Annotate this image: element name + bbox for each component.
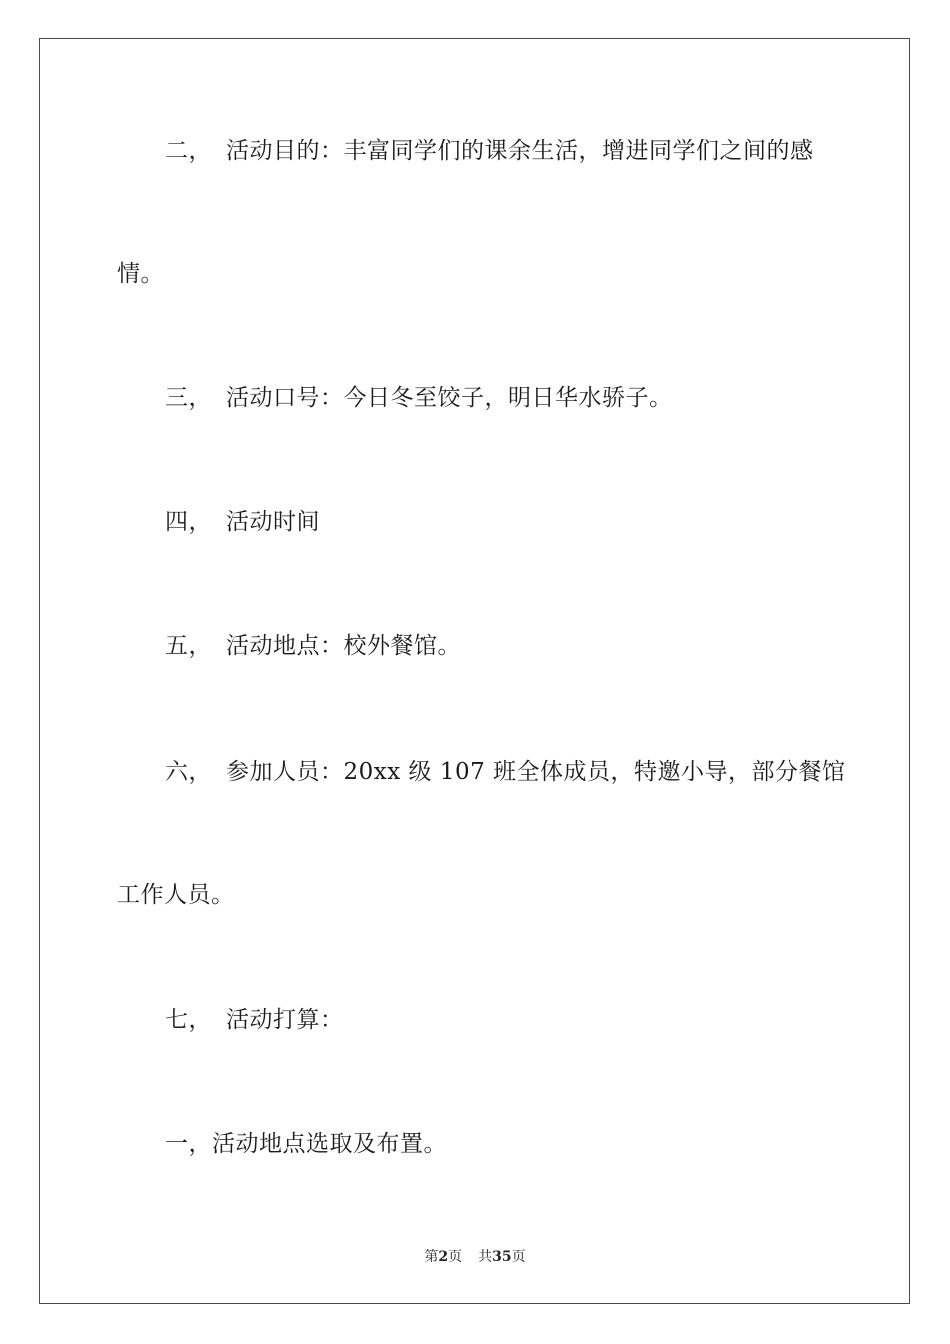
paragraph-text: 参加人员：20xx 级 107 班全体成员，特邀小导，部分餐馆 (226, 759, 846, 785)
paragraph-text: 情。 (117, 261, 164, 287)
paragraph-text: 活动目的：丰富同学们的课余生活，增进同学们之间的感 (226, 138, 814, 164)
paragraph-2 (165, 136, 814, 166)
paragraph-text: 一，活动地点选取及布置。 (165, 1131, 447, 1157)
total-suffix: 页 (511, 1249, 526, 1265)
page-suffix: 页 (448, 1249, 463, 1265)
paragraph-text: 活动时间 (226, 509, 320, 535)
list-marker: 三， (165, 385, 212, 411)
page-number: 2 (438, 1249, 449, 1265)
list-marker: 四， (165, 509, 212, 535)
total-prefix: 共 (478, 1249, 493, 1265)
page-border (39, 38, 910, 1304)
page-footer (0, 1248, 950, 1266)
list-marker: 二， (165, 138, 212, 164)
paragraph-text: 活动地点：校外餐馆。 (226, 633, 461, 659)
paragraph-2-continuation (117, 259, 164, 289)
sub-item-1 (165, 1129, 447, 1159)
list-marker: 六， (165, 759, 212, 785)
list-marker: 五， (165, 633, 212, 659)
paragraph-6-continuation (117, 880, 235, 910)
paragraph-6 (165, 757, 846, 787)
paragraph-4 (165, 507, 320, 537)
paragraph-5 (165, 631, 461, 661)
paragraph-7 (165, 1005, 344, 1035)
paragraph-text: 活动口号：今日冬至饺子，明日华水骄子。 (226, 385, 673, 411)
total-pages: 35 (492, 1249, 512, 1265)
paragraph-text: 活动打算： (226, 1007, 344, 1033)
paragraph-3 (165, 383, 673, 413)
paragraph-text: 工作人员。 (117, 882, 235, 908)
list-marker: 七， (165, 1007, 212, 1033)
page-prefix: 第 (424, 1249, 439, 1265)
